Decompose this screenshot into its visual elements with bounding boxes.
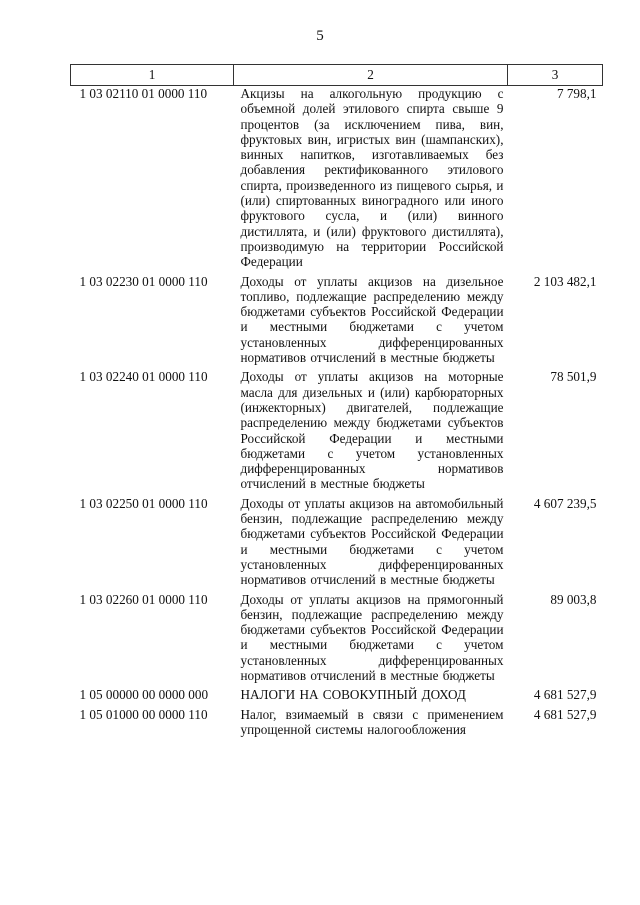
table-row <box>71 707 603 742</box>
row-amount: 78 501,9 <box>550 369 597 385</box>
table-row <box>71 369 603 495</box>
row-code: 1 05 00000 00 0000 000 <box>79 687 209 703</box>
row-amount: 89 003,8 <box>550 591 597 607</box>
row-name: Доходы от уплаты акцизов на дизельное топливо, подлежащие распределению между бюджетами субъектов Российской Федерации и местными бюджетами с учетом установленных дифференцированных нормативов отчислений в местные бюджеты <box>240 273 504 366</box>
row-name: Акцизы на алкогольную продукцию с объемной долей этилового спирта свыше 9 процентов (за исключением пива, вин, фруктовых вин, игристых вин (шампанских), винных напитков, изготавливаемых без добавления ректификованного этилового спирта, произведенного из пищевого сырья, и (или) спиртованных виноградного или иного фруктового сусла, и (или) винного дистиллята, и (или) фруктового дистиллята), производимую на территории Российской Федерации <box>240 86 504 270</box>
budget-table <box>70 64 603 741</box>
page-number: 5 <box>316 28 324 44</box>
row-name: НАЛОГИ НА СОВОКУПНЫЙ ДОХОД <box>240 687 466 703</box>
row-name: Доходы от уплаты акцизов на автомобильный бензин, подлежащие распределению между бюджетами субъектов Российской Федерации и местными бюджетами с учетом установленных дифференцированных нормативов отчислений в местные бюджеты <box>240 495 504 588</box>
row-code: 1 05 01000 00 0000 110 <box>79 706 208 722</box>
row-code: 1 03 02240 01 0000 110 <box>79 369 208 385</box>
column-header-1: 1 <box>71 65 234 86</box>
table-row <box>71 496 603 592</box>
column-header-2: 2 <box>234 65 508 86</box>
table-row <box>71 687 603 706</box>
row-name: Доходы от уплаты акцизов на моторные масла для дизельных и (или) карбюраторных (инжекторных) двигателей, подлежащие распределению между бюджетами субъектов Российской Федерации и местными бюджетами с учетом установленных дифференцированных нормативов отчислений в местные бюджеты <box>240 369 504 492</box>
column-header-3: 3 <box>508 65 603 86</box>
row-amount: 2 103 482,1 <box>533 273 597 289</box>
row-code: 1 03 02250 01 0000 110 <box>79 495 208 511</box>
table-row <box>71 274 603 370</box>
row-code: 1 03 02260 01 0000 110 <box>79 591 208 607</box>
row-name: Налог, взимаемый в связи с применением упрощенной системы налогообложения <box>240 706 504 737</box>
row-name: Доходы от уплаты акцизов на прямогонный бензин, подлежащие распределению между бюджетами субъектов Российской Федерации и местными бюджетами с учетом установленных дифференцированных нормативов отчислений в местные бюджеты <box>240 591 504 683</box>
table-row <box>71 592 603 688</box>
row-amount: 7 798,1 <box>556 86 597 101</box>
row-code: 1 03 02110 01 0000 110 <box>79 86 208 101</box>
row-amount: 4 607 239,5 <box>533 495 597 511</box>
table-header <box>71 65 603 86</box>
row-code: 1 03 02230 01 0000 110 <box>79 273 208 289</box>
table-row <box>71 86 603 274</box>
row-amount: 4 681 527,9 <box>533 687 597 703</box>
row-amount: 4 681 527,9 <box>533 706 597 722</box>
